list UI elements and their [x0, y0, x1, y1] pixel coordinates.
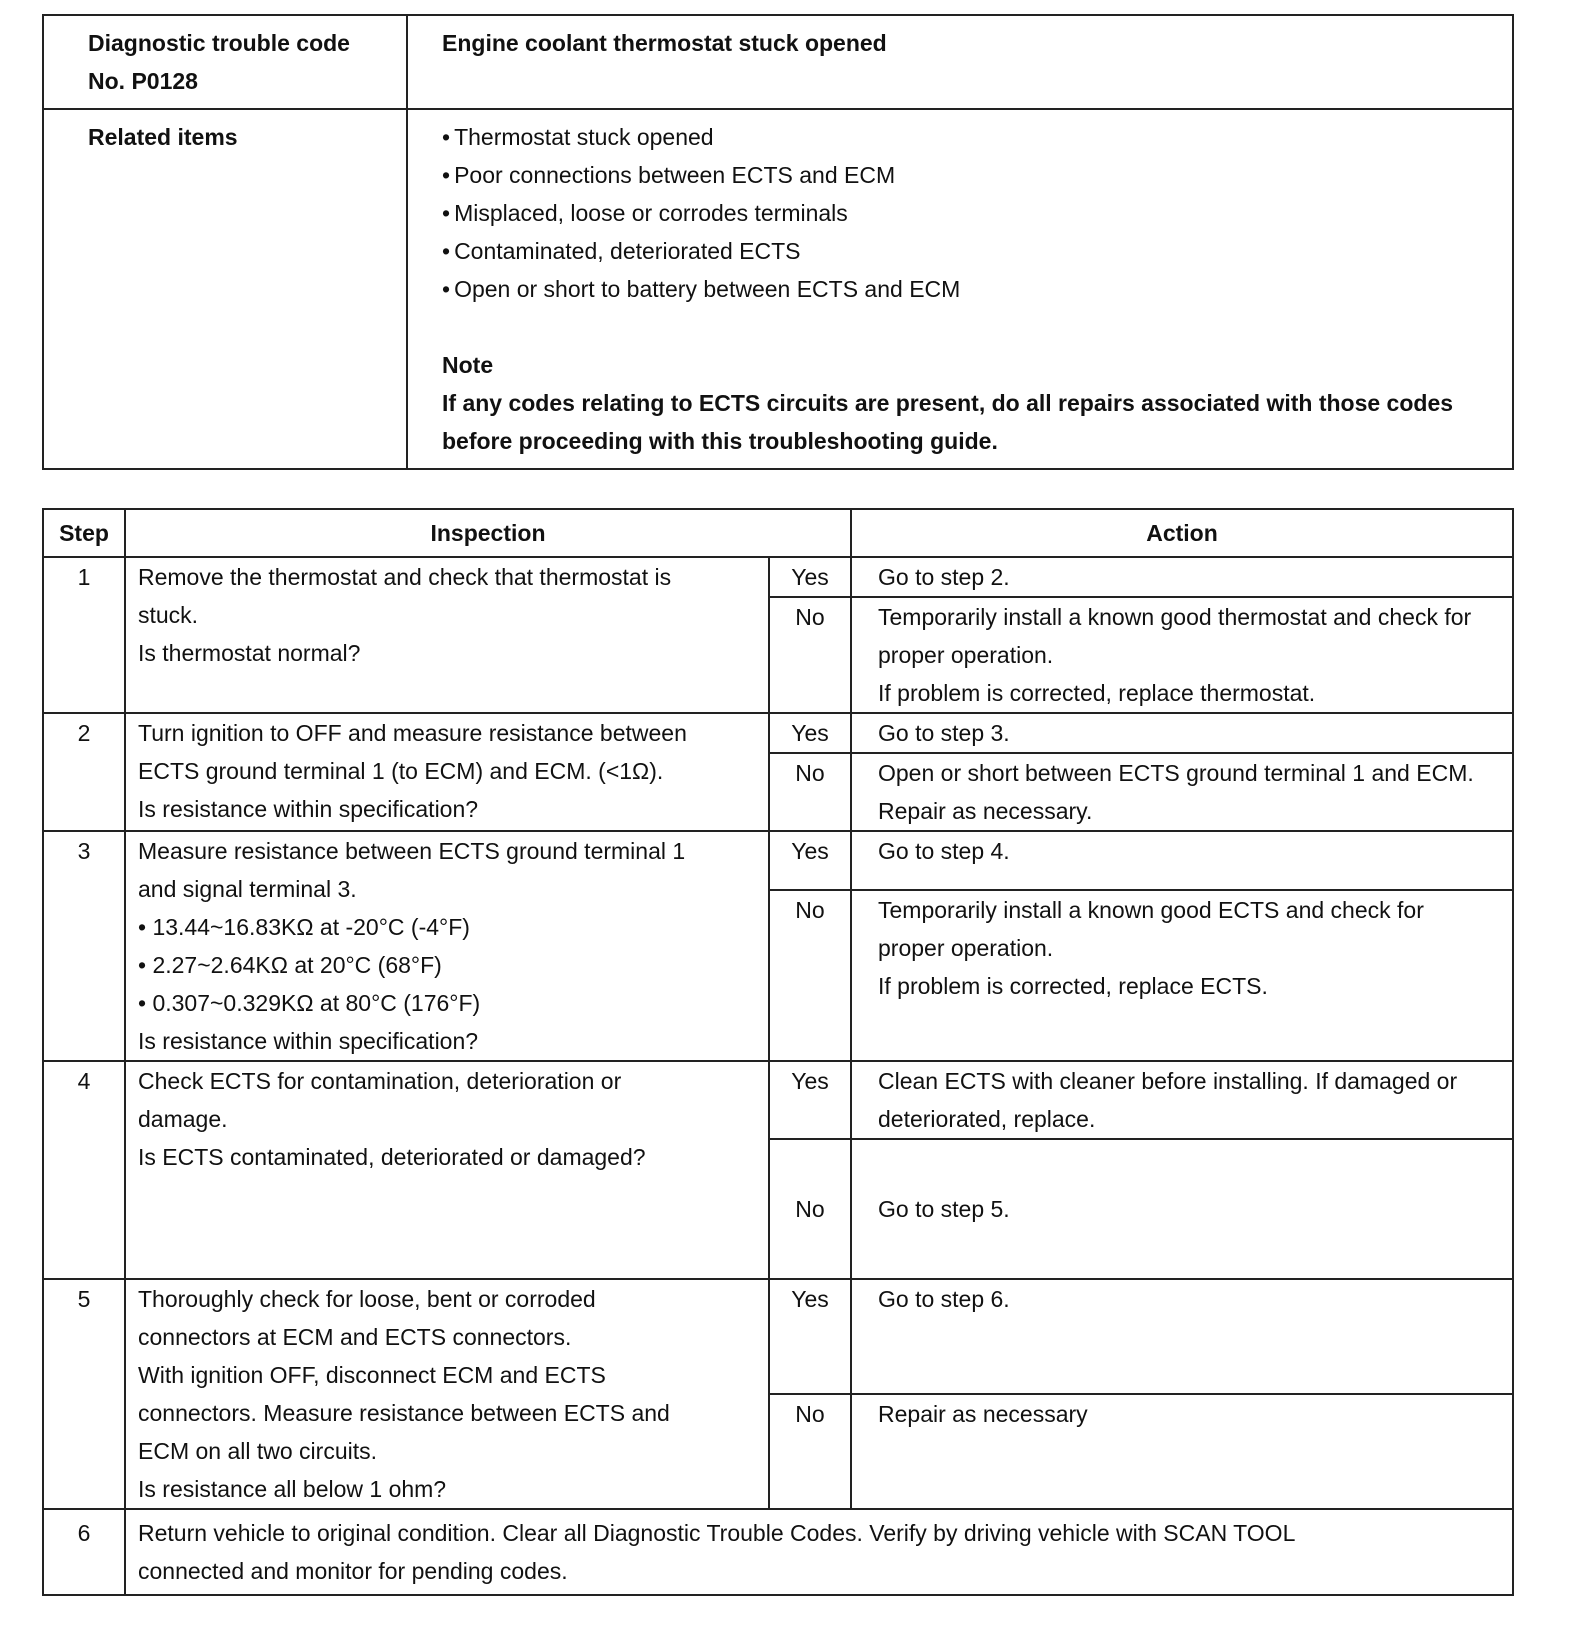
inspection-line: Thoroughly check for loose, bent or corroded [138, 1286, 596, 1312]
no-action [851, 1139, 1513, 1279]
dtc-header-table [42, 14, 1514, 470]
yes-label: Yes [769, 831, 851, 890]
inspection-line: • 13.44~16.83KΩ at -20°C (-4°F) [138, 914, 470, 940]
inspection-line: Is ECTS contaminated, deteriorated or damaged? [138, 1144, 646, 1170]
action-line: Go to step 6. [878, 1286, 1010, 1312]
inspection-line: With ignition OFF, disconnect ECM and ECTS [138, 1362, 606, 1388]
action-line: Go to step 4. [878, 838, 1010, 864]
yes-label: Yes [769, 1279, 851, 1394]
yes-action [851, 713, 1513, 753]
dtc-label: Diagnostic trouble code [88, 30, 350, 56]
step-inspection [125, 831, 769, 1061]
final-step-line: Return vehicle to original condition. Clear all Diagnostic Trouble Codes. Verify by driving vehicle with SCAN TOOL [138, 1520, 1296, 1546]
final-step-text [125, 1509, 1513, 1595]
related-item: • Thermostat stuck opened [442, 118, 1512, 156]
inspection-line: • 2.27~2.64KΩ at 20°C (68°F) [138, 952, 442, 978]
action-line: deteriorated, replace. [878, 1106, 1096, 1132]
action-line: If problem is corrected, replace ECTS. [878, 972, 1268, 999]
inspection-line: connectors. Measure resistance between ECTS and [138, 1400, 670, 1426]
yes-action [851, 831, 1513, 890]
action-line: Go to step 2. [878, 564, 1010, 590]
step-row-yes [43, 831, 1513, 890]
inspection-line: Is thermostat normal? [138, 640, 361, 666]
no-label: No [769, 753, 851, 831]
no-label: No [769, 1394, 851, 1509]
no-label: No [769, 1139, 851, 1279]
action-line: Clean ECTS with cleaner before installing. If damaged or [878, 1068, 1458, 1094]
col-header-action: Action [851, 509, 1513, 557]
step-row-yes [43, 557, 1513, 597]
step-number: 4 [43, 1061, 125, 1279]
related-item: • Open or short to battery between ECTS and ECM [442, 270, 1512, 308]
no-action [851, 1394, 1513, 1509]
no-label: No [769, 890, 851, 1061]
action-line: If problem is corrected, replace thermostat. [878, 680, 1316, 706]
inspection-line: Is resistance within specification? [138, 796, 479, 822]
col-header-step: Step [43, 509, 125, 557]
step-row-yes [43, 1061, 1513, 1139]
troubleshooting-steps-table [42, 508, 1514, 1596]
step-inspection [125, 557, 769, 713]
no-label: No [769, 597, 851, 713]
related-label-cell [43, 109, 407, 469]
inspection-line: Measure resistance between ECTS ground terminal 1 [138, 838, 686, 864]
dtc-title-cell [407, 15, 1513, 109]
step-number: 5 [43, 1279, 125, 1509]
inspection-line: damage. [138, 1106, 228, 1132]
inspection-line: Is resistance all below 1 ohm? [138, 1476, 447, 1502]
action-line: Temporarily install a known good thermostat and check for [878, 604, 1472, 630]
action-line: Go to step 3. [878, 720, 1010, 746]
final-step-row [43, 1509, 1513, 1595]
inspection-line: Is resistance within specification? [138, 1028, 479, 1054]
note-title: Note [442, 352, 494, 378]
inspection-line: ECTS ground terminal 1 (to ECM) and ECM. (<1Ω). [138, 758, 664, 784]
yes-action [851, 557, 1513, 597]
related-item: • Contaminated, deteriorated ECTS [442, 232, 1512, 270]
step-row-yes [43, 1279, 1513, 1394]
yes-label: Yes [769, 557, 851, 597]
action-line: Go to step 5. [878, 1196, 1010, 1222]
no-action [851, 753, 1513, 831]
step-inspection [125, 1061, 769, 1279]
inspection-line: stuck. [138, 602, 199, 628]
action-line: Repair as necessary. [878, 798, 1093, 824]
inspection-line: connectors at ECM and ECTS connectors. [138, 1324, 572, 1350]
action-line: Repair as necessary [878, 1401, 1088, 1427]
dtc-row [43, 15, 1513, 109]
dtc-number: No. P0128 [88, 68, 198, 94]
inspection-line: • 0.307~0.329KΩ at 80°C (176°F) [138, 990, 481, 1016]
step-inspection [125, 713, 769, 831]
step-number: 2 [43, 713, 125, 831]
yes-label: Yes [769, 713, 851, 753]
related-item: • Poor connections between ECTS and ECM [442, 156, 1512, 194]
action-line: proper operation. [878, 934, 1054, 961]
note-block [442, 346, 1512, 460]
steps-header-row [43, 509, 1513, 557]
action-line: Temporarily install a known good ECTS and check for [878, 896, 1424, 923]
yes-label: Yes [769, 1061, 851, 1139]
yes-action [851, 1279, 1513, 1394]
action-line: Open or short between ECTS ground terminal 1 and ECM. [878, 760, 1474, 786]
related-items-row [43, 109, 1513, 469]
dtc-title: Engine coolant thermostat stuck opened [442, 30, 887, 56]
step-number: 6 [43, 1509, 125, 1595]
related-items-cell [407, 109, 1513, 469]
related-items-list [442, 118, 1512, 308]
no-action [851, 597, 1513, 713]
step-inspection [125, 1279, 769, 1509]
step-number: 3 [43, 831, 125, 1061]
related-item: • Misplaced, loose or corrodes terminals [442, 194, 1512, 232]
no-action [851, 890, 1513, 1061]
step-row-yes [43, 713, 1513, 753]
inspection-line: Turn ignition to OFF and measure resistance between [138, 720, 687, 746]
dtc-label-cell [43, 15, 407, 109]
related-label: Related items [88, 124, 238, 150]
action-line: proper operation. [878, 642, 1054, 668]
step-number: 1 [43, 557, 125, 713]
note-text: If any codes relating to ECTS circuits are present, do all repairs associated with those codes before proceeding with this troubleshooting guide. [442, 390, 1454, 454]
inspection-line: Check ECTS for contamination, deterioration or [138, 1068, 622, 1094]
final-step-line: connected and monitor for pending codes. [138, 1558, 568, 1584]
col-header-inspection: Inspection [125, 509, 851, 557]
inspection-line: Remove the thermostat and check that thermostat is [138, 564, 672, 590]
inspection-line: ECM on all two circuits. [138, 1438, 378, 1464]
yes-action [851, 1061, 1513, 1139]
inspection-line: and signal terminal 3. [138, 876, 357, 902]
